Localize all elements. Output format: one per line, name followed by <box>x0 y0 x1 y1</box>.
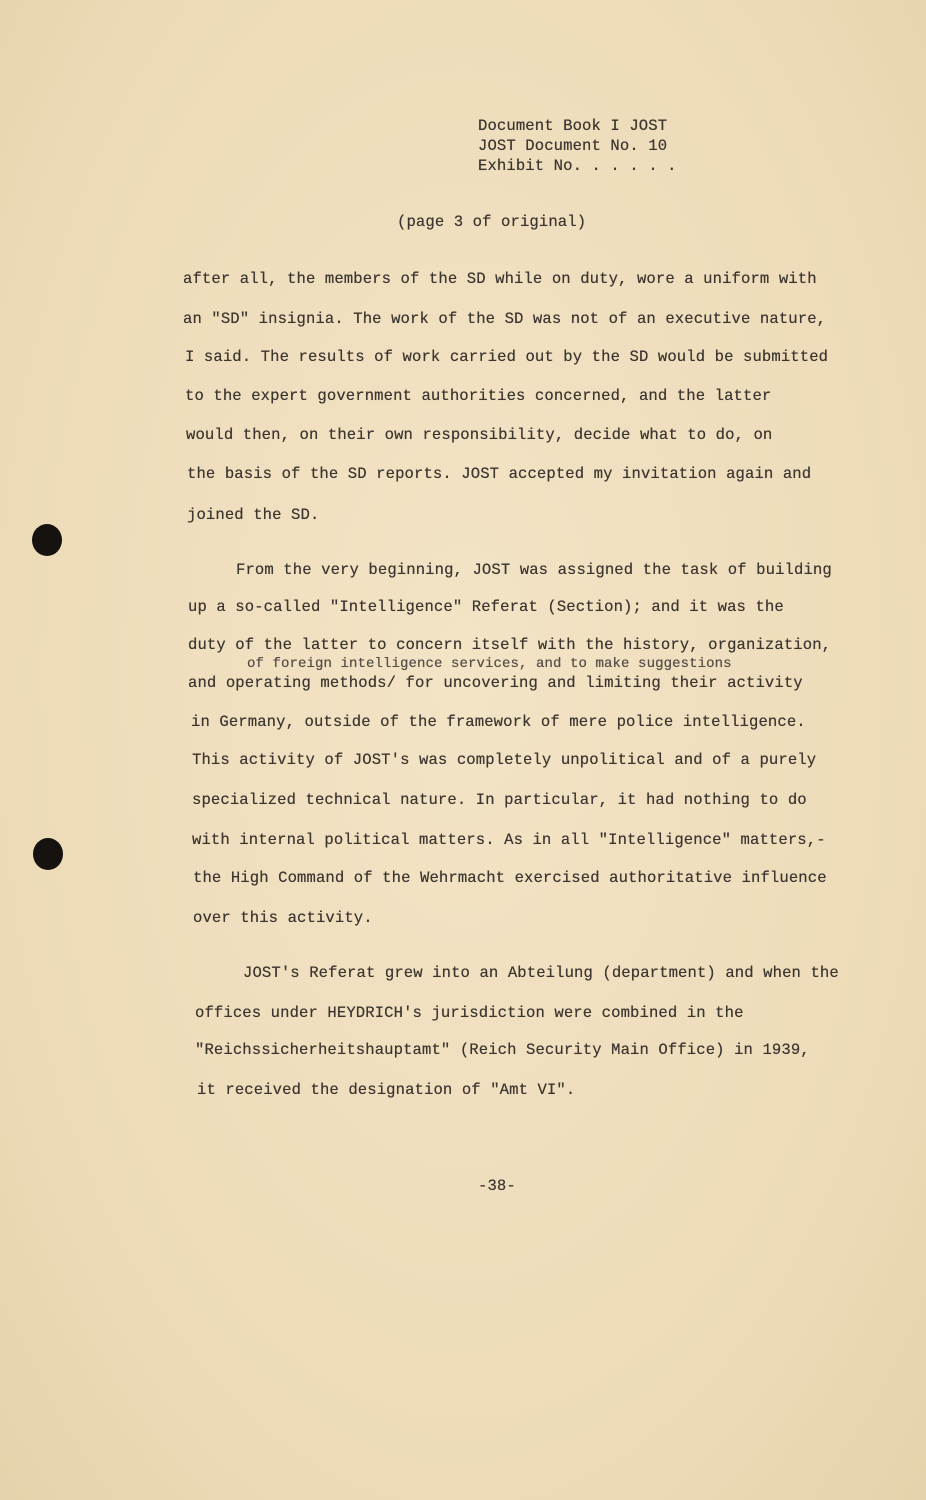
text-line: This activity of JOST's was completely unpolitical and of a purely <box>192 751 817 769</box>
text-line: it received the designation of "Amt VI". <box>197 1081 576 1099</box>
text-line: to the expert government authorities concerned, and the latter <box>185 387 772 405</box>
text-line: with internal political matters. As in all "Intelligence" matters,- <box>192 831 826 849</box>
text-line: JOST's Referat grew into an Abteilung (department) and when the <box>243 964 839 982</box>
text-line: specialized technical nature. In particular, it had nothing to do <box>192 791 807 809</box>
text-line: joined the SD. <box>187 506 320 524</box>
text-line: "Reichssicherheitshauptamt" (Reich Security Main Office) in 1939, <box>195 1041 810 1059</box>
header-line: JOST Document No. 10 <box>478 137 668 155</box>
text-line: offices under HEYDRICH's jurisdiction were combined in the <box>195 1004 744 1022</box>
punch-hole <box>32 524 62 556</box>
text-line: over this activity. <box>193 909 373 927</box>
text-line: From the very beginning, JOST was assigned the task of building <box>236 561 832 579</box>
text-line: the High Command of the Wehrmacht exercised authoritative influence <box>193 869 827 887</box>
header-line: Document Book I JOST <box>478 117 668 135</box>
page-reference: (page 3 of original) <box>397 213 587 231</box>
text-line: up a so-called "Intelligence" Referat (Section); and it was the <box>188 598 784 616</box>
header-line: Exhibit No. . . . . . <box>478 157 677 175</box>
inserted-line: of foreign intelligence services, and to make suggestions <box>247 656 732 672</box>
punch-hole <box>33 838 63 870</box>
text-line: duty of the latter to concern itself with the history, organization, <box>188 636 832 654</box>
page-number: -38- <box>478 1177 516 1195</box>
text-line: I said. The results of work carried out by the SD would be submitted <box>185 348 829 366</box>
text-line: and operating methods/ for uncovering and limiting their activity <box>188 674 803 692</box>
text-line: an "SD" insignia. The work of the SD was not of an executive nature, <box>183 310 827 328</box>
text-line: the basis of the SD reports. JOST accepted my invitation again and <box>187 465 812 483</box>
text-line: in Germany, outside of the framework of mere police intelligence. <box>191 713 806 731</box>
text-line: after all, the members of the SD while on duty, wore a uniform with <box>183 270 817 288</box>
text-line: would then, on their own responsibility, decide what to do, on <box>186 426 773 444</box>
